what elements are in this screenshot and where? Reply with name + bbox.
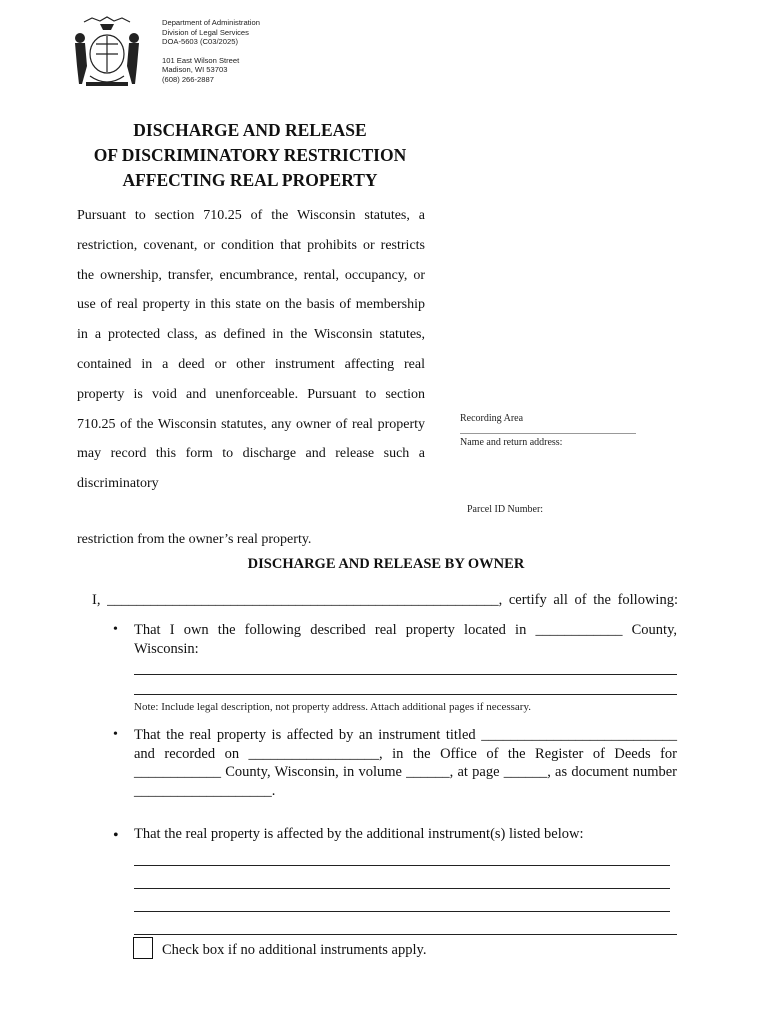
- address-line: 101 East Wilson Street: [162, 55, 240, 65]
- agency-header: [162, 18, 260, 85]
- parcel-id-label: Parcel ID Number:: [467, 504, 544, 515]
- bullet-icon: •: [113, 727, 118, 742]
- form-number: DOA-5603 (C03/2025): [162, 37, 238, 47]
- checkbox-label: Check box if no additional instruments apply.: [162, 942, 427, 958]
- section-heading: DISCHARGE AND RELEASE BY OWNER: [247, 556, 525, 572]
- additional-instruments-statement: That the real property is affected by the additional instrument(s) listed below:: [134, 826, 584, 842]
- instrument-statement[interactable]: That the real property is affected by an instrument titled ___________________________ and recorded on __________________, in the Office of the Register of Deeds for ____________ County, Wisconsin, in volume ______, at page ______, as document number ___________________.: [134, 727, 677, 799]
- agency-line: Department of Administration: [162, 18, 260, 27]
- name-return-address-label: Name and return address:: [460, 437, 563, 448]
- additional-instrument-line[interactable]: [134, 888, 670, 889]
- agency-line: Division of Legal Services: [162, 27, 249, 37]
- no-additional-instruments-checkbox[interactable]: [133, 937, 153, 959]
- additional-instrument-line[interactable]: [134, 865, 670, 866]
- legal-description-note: Note: Include legal description, not property address. Attach additional pages if necessary.: [134, 701, 531, 713]
- bullet-icon: •: [113, 622, 118, 637]
- legal-description-line[interactable]: [134, 674, 677, 675]
- recording-area-label: Recording Area: [460, 413, 524, 424]
- wisconsin-seal-icon: [66, 14, 148, 92]
- title-line: DISCHARGE AND RELEASE: [133, 120, 367, 140]
- address-line: Madison, WI 53703: [162, 65, 228, 75]
- intro-paragraph: Pursuant to section 710.25 of the Wisconsin statutes, a restriction, covenant, or condition that prohibits or restricts the ownership, transfer, encumbrance, rental, occupancy, or use of real property in this state on the basis of membership in a protected class, as defined in the Wisconsin statutes, contained in a deed or other instrument affecting real property is void and unenforceable. Pursuant to section 710.25 of the Wisconsin statutes, any owner of real property may record this form to discharge and release such a discriminatory: [77, 208, 425, 492]
- intro-paragraph-end: restriction from the owner’s real property.: [77, 532, 312, 547]
- owner-certification-line[interactable]: I, ______________________________________________________, certify all of the following:: [92, 592, 678, 608]
- recording-area-divider: [460, 433, 636, 434]
- title-line: OF DISCRIMINATORY RESTRICTION: [93, 145, 407, 165]
- phone-number: (608) 266-2887: [162, 74, 214, 84]
- bullet-icon: •: [113, 827, 119, 844]
- legal-description-line[interactable]: [134, 694, 677, 695]
- additional-instrument-line[interactable]: [134, 934, 677, 935]
- additional-instrument-line[interactable]: [134, 911, 670, 912]
- title-line: AFFECTING REAL PROPERTY: [122, 170, 378, 190]
- document-title: [60, 118, 440, 193]
- ownership-statement[interactable]: That I own the following described real property located in ____________ County, Wisconsin:: [134, 622, 677, 657]
